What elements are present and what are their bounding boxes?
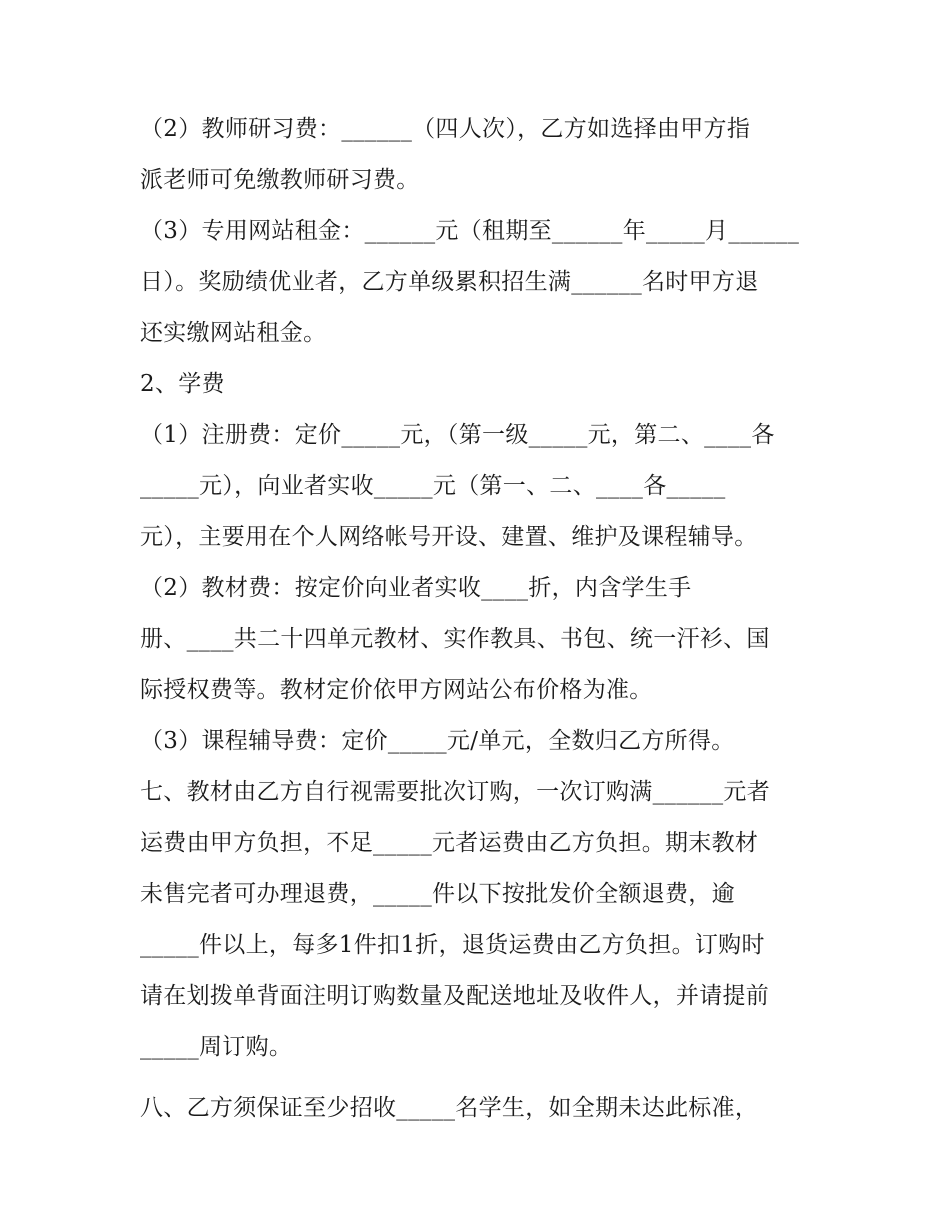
text-line: 还实缴网站租金。 [140, 320, 327, 346]
text-line: 运费由甲方负担，不足_____元者运费由乙方负担。期末教材 [140, 830, 759, 856]
clause-eight-line: 八、乙方须保证至少招收_____名学生，如全期未达此标准， [140, 1095, 759, 1121]
text-line: _____周订购。 [140, 1034, 293, 1060]
section-heading-tuition: 2、学费 [140, 371, 225, 397]
text-line: _____元），向业者实收_____元（第一、二、____各_____ [140, 473, 726, 499]
text-line: 请在划拨单背面注明订购数量及配送地址及收件人，并请提前 [140, 983, 770, 1009]
text-line: （3）专用网站租金：______元（租期至______年_____月______ [140, 218, 800, 244]
text-line: （2）教师研习费：______（四人次），乙方如选择由甲方指 [140, 116, 751, 142]
text-line: （2）教材费：按定价向业者实收____折，内含学生手 [140, 575, 692, 601]
clause-seven-line: 七、教材由乙方自行视需要批次订购，一次订购满______元者 [140, 779, 770, 805]
contract-text-body [140, 104, 820, 1134]
text-line: （3）课程辅导费：定价_____元/单元，全数归乙方所得。 [140, 728, 735, 754]
text-line: 册、____共二十四单元教材、实作教具、书包、统一汗衫、国 [140, 626, 770, 652]
text-line: （1）注册费：定价_____元，（第一级_____元，第二、____各 [140, 422, 775, 448]
text-line: 际授权费等。教材定价依甲方网站公布价格为准。 [140, 677, 653, 703]
text-line: 派老师可免缴教师研习费。 [140, 167, 420, 193]
text-line: 未售完者可办理退费，_____件以下按批发价全额退费，逾 [140, 881, 735, 907]
text-line: _____件以上，每多1件扣1折，退货运费由乙方负担。订购时 [140, 932, 765, 958]
text-line: 元），主要用在个人网络帐号开设、建置、维护及课程辅导。 [140, 524, 758, 550]
text-line: 日）。奖励绩优业者，乙方单级累积招生满______名时甲方退 [140, 269, 759, 295]
